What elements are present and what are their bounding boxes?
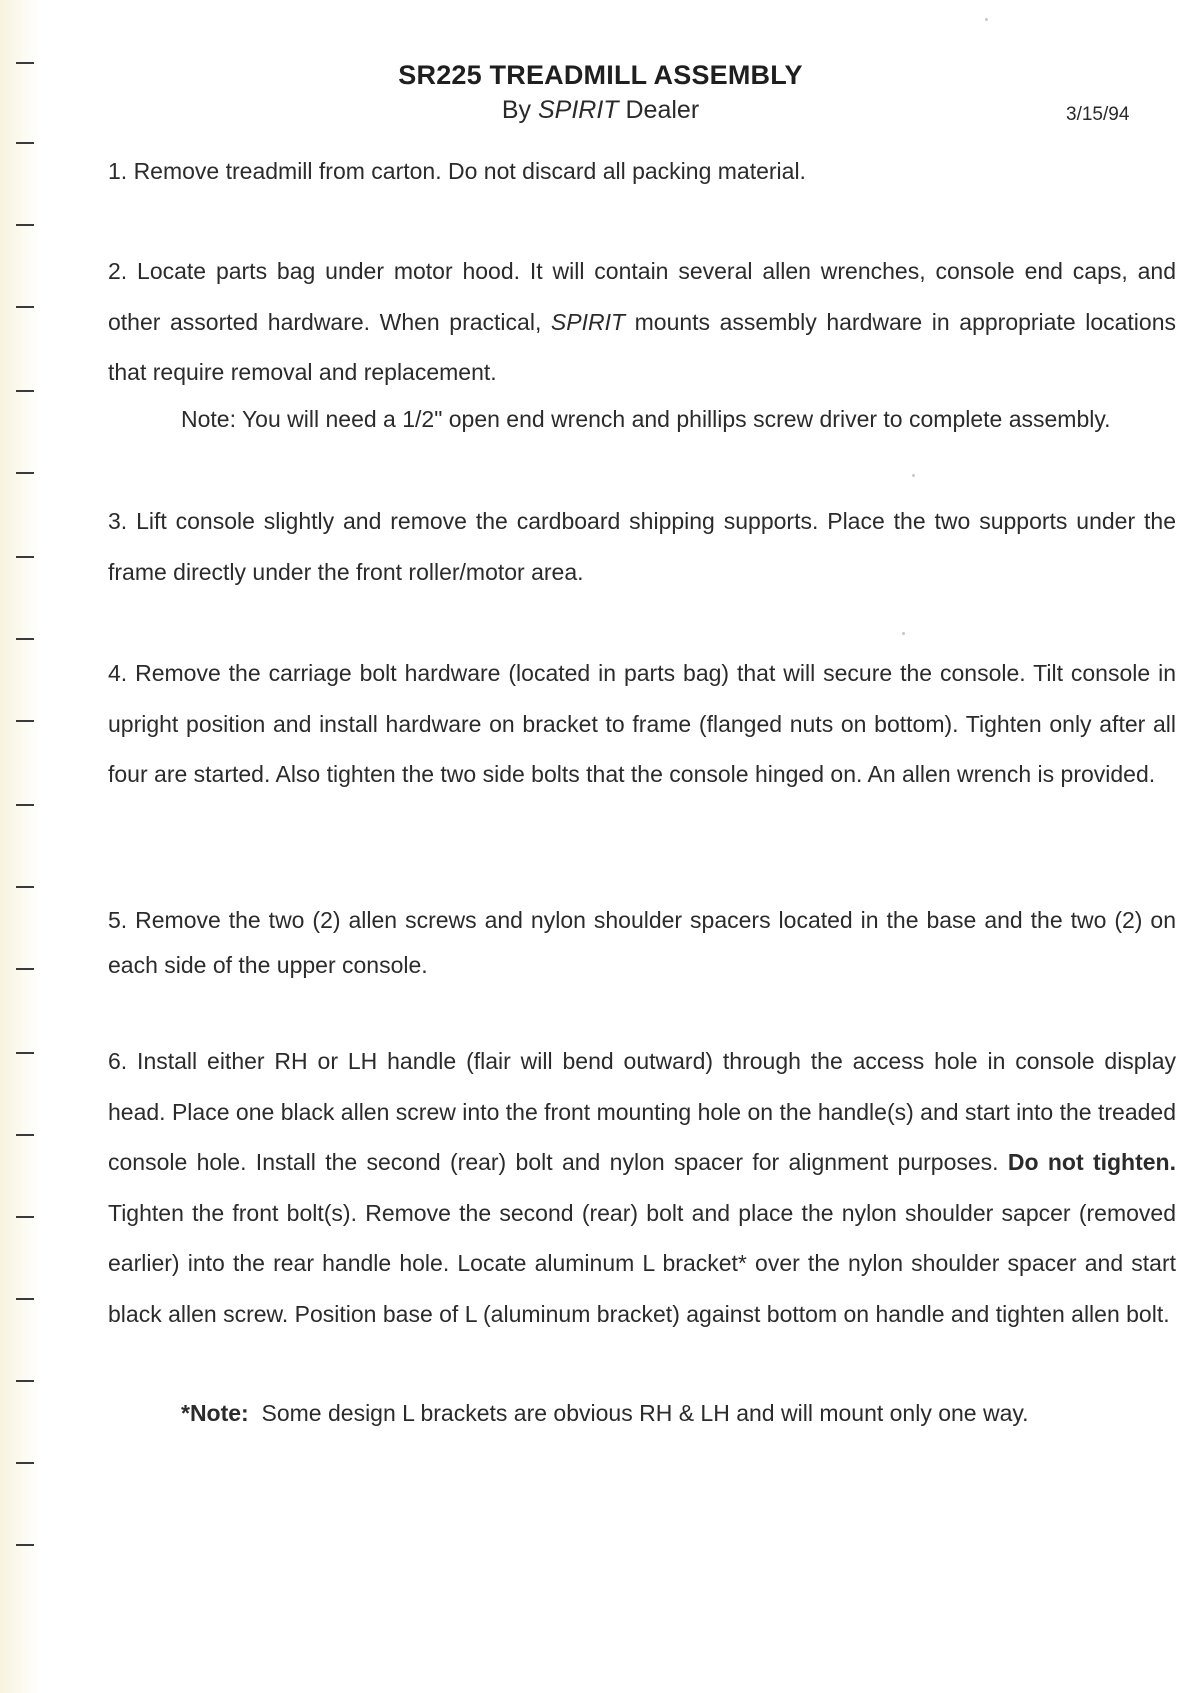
binder-hole-mark xyxy=(16,1052,34,1054)
binder-hole-mark xyxy=(16,1298,34,1300)
step-6-note xyxy=(181,1400,1029,1427)
step-6 xyxy=(108,1036,1176,1339)
binder-hole-mark xyxy=(16,556,34,558)
step-2 xyxy=(108,246,1176,398)
binder-hole-mark xyxy=(16,390,34,392)
document-date: 3/15/94 xyxy=(1066,104,1130,125)
binder-edge xyxy=(0,0,40,1693)
step-6-note-label: *Note: xyxy=(181,1400,249,1426)
binder-hole-mark xyxy=(16,638,34,640)
binder-hole-mark xyxy=(16,804,34,806)
document-title: SR225 TREADMILL ASSEMBLY xyxy=(398,60,803,90)
step-2-brand: SPIRIT xyxy=(550,308,626,335)
step-1: 1. Remove treadmill from carton. Do not discard all packing material. xyxy=(108,158,806,184)
subtitle-prefix: By xyxy=(501,96,538,124)
binder-hole-mark xyxy=(16,1216,34,1218)
binder-hole-mark xyxy=(16,886,34,888)
step-6-note-text: Some design L brackets are obvious RH & LH and will mount only one way. xyxy=(248,1400,1029,1426)
document-subtitle xyxy=(0,96,1201,125)
step-2-text-b: mounts assembly hardware in appropriate locations that require removal and replacement. xyxy=(108,308,1176,385)
subtitle-brand: SPIRIT xyxy=(537,96,619,124)
binder-hole-mark xyxy=(16,306,34,308)
subtitle-suffix: Dealer xyxy=(618,96,700,124)
binder-hole-mark xyxy=(16,472,34,474)
binder-hole-mark xyxy=(16,968,34,970)
binder-hole-mark xyxy=(16,1544,34,1546)
binder-hole-mark xyxy=(16,224,34,226)
binder-hole-mark xyxy=(16,1462,34,1464)
step-6-text-b: Tighten the front bolt(s). Remove the second (rear) bolt and place the nylon shoulder sapcer (removed earlier) into the rear handle hole. Locate aluminum L bracket* over the nylon shoulder spacer and start black allen screw. Position base of L (aluminum bracket) against bottom on handle and tighten allen bolt. xyxy=(108,1199,1176,1327)
scan-speck xyxy=(985,18,988,21)
binder-hole-mark xyxy=(16,142,34,144)
step-5: 5. Remove the two (2) allen screws and nylon shoulder spacers located in the base and the two (2) on each side of the upper console. xyxy=(108,907,1176,978)
step-2-text-a: 2. Locate parts bag under motor hood. It will contain several allen wrenches, console end caps, and other assorted hardware. When practical, xyxy=(108,258,1176,335)
step-6-bold: Do not tighten. xyxy=(1007,1149,1176,1175)
scan-speck xyxy=(912,474,915,477)
step-4: 4. Remove the carriage bolt hardware (located in parts bag) that will secure the console. Tilt console in upright position and install hardware on bracket to frame (flanged nuts on bottom). Tighten only after all four are started. Also tighten the two side bolts that the console hinged on. An allen wrench is provided. xyxy=(108,660,1176,787)
binder-hole-mark xyxy=(16,1380,34,1382)
step-6-text-a: 6. Install either RH or LH handle (flair will bend outward) through the access hole in console display head. Place one black allen screw into the front mounting hole on the handle(s) and start into the treaded console hole. Install the second (rear) bolt and nylon spacer for alignment purposes. xyxy=(108,1048,1176,1175)
scan-speck xyxy=(902,632,905,635)
binder-hole-mark xyxy=(16,720,34,722)
step-2-note: Note: You will need a 1/2" open end wrench and phillips screw driver to complete assembly. xyxy=(181,406,1111,432)
binder-hole-mark xyxy=(16,1134,34,1136)
step-3: 3. Lift console slightly and remove the cardboard shipping supports. Place the two supports under the frame directly under the front roller/motor area. xyxy=(108,508,1176,585)
